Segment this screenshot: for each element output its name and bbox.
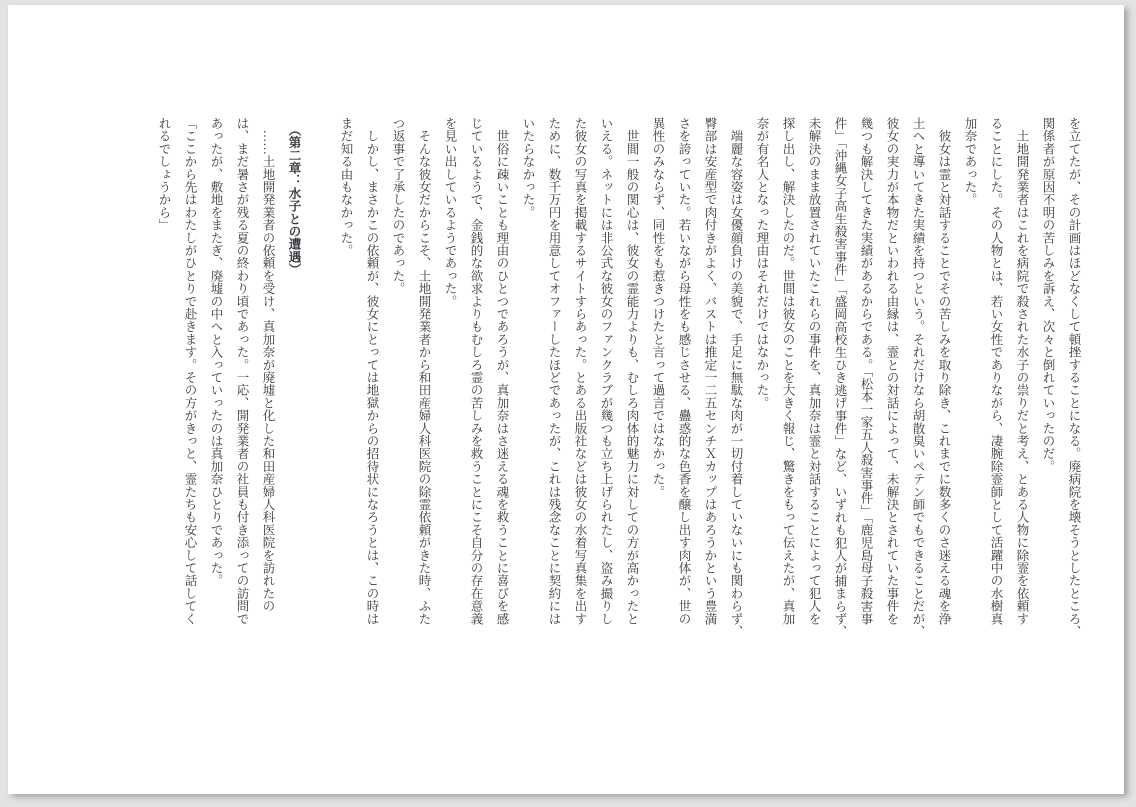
- text-column: そんな彼女だからこそ、土地開発業者から和田産婦人科医院の除霊依頼がきた時、ふた: [417, 117, 431, 625]
- text-column: 世俗に疎いことも理由のひとつであろうが、真加奈はさ迷える魂を救うことに喜びを感: [495, 117, 509, 625]
- text-column: 探し出し、解決したのだ。世間は彼女のことを大きく報じ、驚きをもって伝えたが、真加: [781, 117, 795, 625]
- text-column: 土へと導いてきた実績を持つという。それだけなら胡散臭いペテン師でもできることだが、: [911, 117, 925, 638]
- text-column: 件」「沖縄女子高生殺害事件」「盛岡高校生ひき逃げ事件」など、いずれも犯人が捕まらず、: [833, 117, 847, 638]
- text-column: 奈が有名人となった理由はそれだけではなかった。: [755, 117, 769, 410]
- text-column: さを誇っていた。若いながら母性をも感じさせる、蠱惑的な色香を醸し出す肉体が、世の: [677, 117, 691, 625]
- text-column: 端麗な容姿は女優顔負けの美貌で、手足に無駄な肉が一切付着していないにも関わらず、: [729, 117, 743, 638]
- text-column: 世間一般の関心は、彼女の霊能力よりも、むしろ肉体的魅力に対しての方が高かったと: [625, 117, 639, 625]
- text-column: しかし、まさかこの依頼が、彼女にとっては地獄からの招待状になろうとは、この時は: [365, 117, 379, 625]
- text-column: 異性のみならず、同性をも惹きつけたと言って過言ではなかった。: [651, 117, 665, 498]
- text-block: [157, 117, 1080, 638]
- text-column: ために、数千万円を用意してオファーしたほどであったが、これは残念なことに契約には: [547, 117, 561, 625]
- text-column: 「ここから先はわたしがひとりで赴きます。その方がきっと、霊たちも安心して話してく: [183, 117, 197, 625]
- text-column: ……土地開発業者の依頼を受け、真加奈が廃墟と化した和田産婦人科医院を訪れたの: [261, 117, 275, 613]
- chapter-heading: （第二章：水子との遭遇）: [287, 117, 301, 276]
- text-column: た彼女の写真を掲載するサイトすらあった。とある出版社などは彼女の水着写真集を出す: [573, 117, 587, 625]
- text-column: つ返事で了承したのであった。: [391, 117, 405, 295]
- text-column: 加奈であった。: [963, 117, 977, 206]
- text-column: あったが、敷地をまたぎ、廃墟の中へと入っていったのは真加奈ひとりであった。: [209, 117, 223, 587]
- text-column: 未解決のまま放置されていたこれらの事件を、真加奈は霊と対話することによって犯人を: [807, 117, 821, 625]
- text-column: ることにした。その人物とは、若い女性でありながら、凄腕除霊師として活躍中の水樹真: [989, 117, 1003, 625]
- text-column: まだ知る由もなかった。: [339, 117, 353, 257]
- text-column: 彼女の実力が本物だといわれる由縁は、霊との対話によって、未解決とされていた事件を: [885, 117, 899, 625]
- text-column: 幾つも解決してきた実績があるからである。「松本一家五人殺害事件」「鹿児島母子殺害事: [859, 117, 873, 626]
- text-column: じているようで、金銭的な欲求よりもむしろ霊の苦しみを救うことにこそ自分の存在意義: [469, 117, 483, 625]
- text-column: いえる。ネットには非公式な彼女のファンクラブが幾つも立ち上げられたし、盗み撮りし: [599, 117, 613, 625]
- document-page: [8, 5, 1124, 794]
- text-column: 彼女は霊と対話することでその苦しみを取り除き、これまでに数多くのさ迷える魂を浄: [937, 117, 951, 625]
- blank-column: [313, 117, 326, 638]
- text-column: 臀部は安産型で肉付きがよく、バストは推定一二五センチＸカップはあろうかという豊満: [703, 117, 717, 625]
- text-column: を立てたが、その計画はほどなくして頓挫することになる。廃病院を壊そうとしたところ、: [1067, 117, 1081, 638]
- text-column: 関係者が原因不明の苦しみを訴え、次々と倒れていったのだ。: [1041, 117, 1055, 473]
- text-column: を見い出しているようであった。: [443, 117, 457, 308]
- text-column: は、まだ暑さが残る夏の終わり頃であった。一応、開発業者の社員も付き添っての訪問で: [235, 117, 249, 625]
- text-column: いたらなかった。: [521, 117, 535, 219]
- text-column: 土地開発業者はこれを病院で殺された水子の祟りだと考え、とある人物に除霊を依頼す: [1015, 117, 1029, 625]
- text-column: れるでしょうから」: [157, 117, 171, 232]
